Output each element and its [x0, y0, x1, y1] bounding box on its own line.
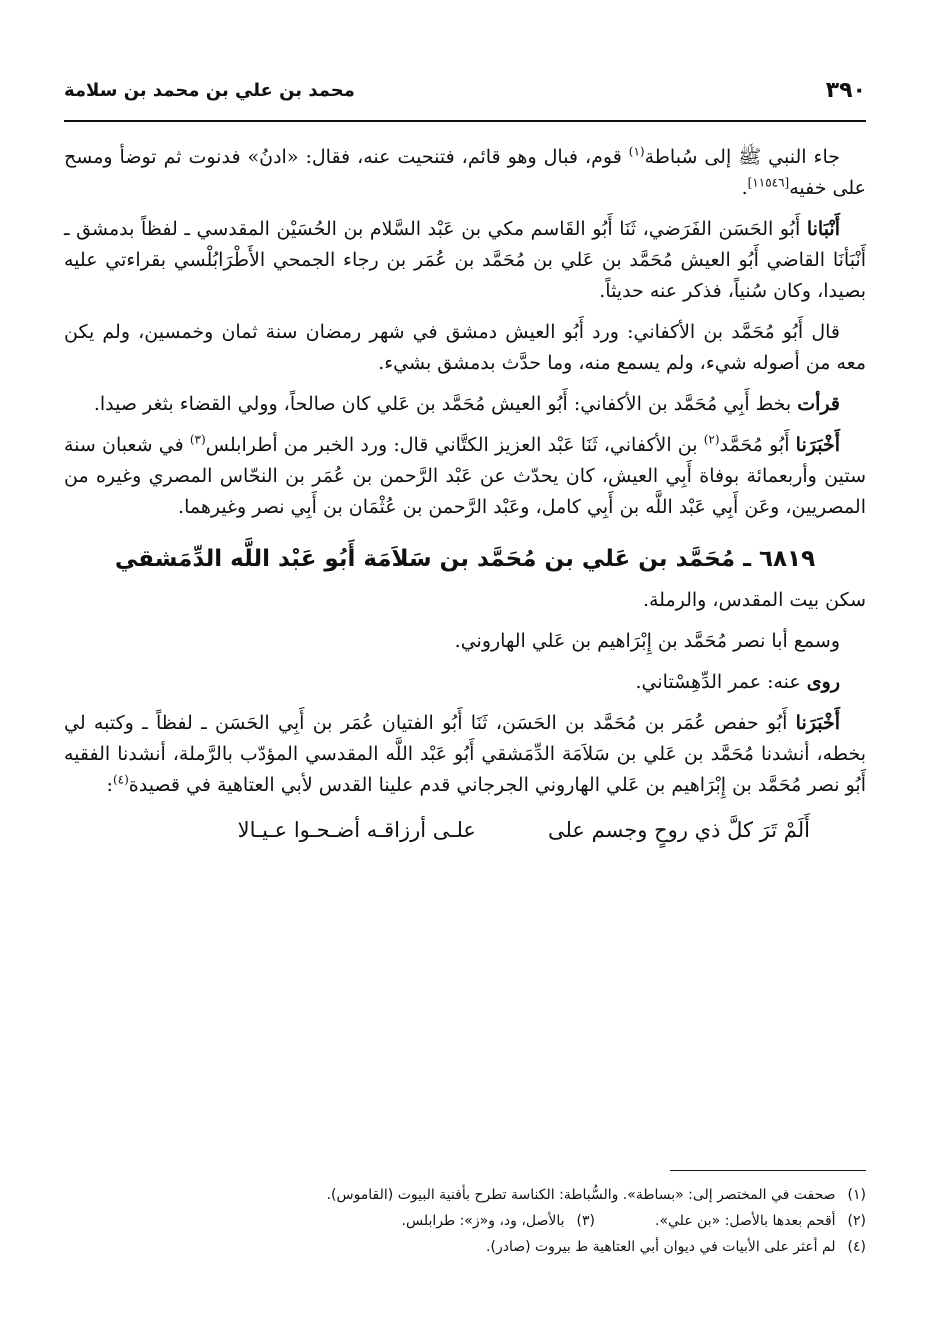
- paragraph-5: [64, 430, 866, 523]
- footnote-text: أقحم بعدها بالأصل: «بن علي».: [655, 1213, 836, 1229]
- footnote-marker: (٣): [189, 432, 206, 447]
- paragraph-3: [64, 317, 866, 379]
- paragraph-1: [64, 142, 866, 204]
- footnote-number: (٢): [847, 1213, 866, 1229]
- paragraph-text: .: [741, 177, 748, 199]
- paragraph-8: [64, 667, 866, 698]
- main-text: [64, 142, 866, 846]
- footnote-text: بالأصل، ود، و«ز»: طرابلس.: [401, 1213, 565, 1229]
- header-rule: [64, 120, 866, 122]
- footnote-number: (٤): [847, 1239, 866, 1255]
- entry-heading: ٦٨١٩ ـ مُحَمَّد بن عَلي بن مُحَمَّد بن سَلاَمَة أَبُو عَبْد اللَّه الدِّمَشقي: [114, 546, 816, 572]
- paragraph-6: [64, 585, 866, 616]
- paragraph-lead: روى: [806, 671, 840, 693]
- poem-first-hemistich: أَلَمْ تَرَ كلَّ ذي روحٍ وجسم على: [547, 818, 810, 842]
- footnote-rule: [670, 1170, 866, 1171]
- footnote-2: [655, 1208, 866, 1234]
- paragraph-text: أَبُو الحَسَن الفَرَضي، ثَنَا أَبُو القَاسم مكي بن عَبْد السَّلام بن الحُسَيْن المقدسي ـ لفظاً بدمشق ـ أَنْبَأنَا القاضي أَبُو العيش مُحَمَّد بن عَلي بن مُحَمَّد بن عُمَر بن رجاء الجمحي الأَطْرَابُلْسي بقراءتي عليه بصيدا، وكان سُنياً، فذكر عنه حديثاً.: [64, 218, 866, 302]
- page-number: ٣٩٠: [825, 78, 866, 103]
- poem-verse: [64, 815, 866, 846]
- paragraph-text: عنه: عمر الدِّهِسْتاني.: [635, 671, 807, 693]
- footnote-row: [64, 1208, 866, 1234]
- paragraph-lead: أَخْبَرَنا: [795, 712, 840, 734]
- paragraph-lead: أَنْبَانا: [806, 218, 840, 240]
- paragraph-text: في شعبان سنة ستين وأربعمائة بوفاة أَبِي العيش، كان يحدّث عن عَبْد الرَّحمن بن عُمَر بن النحّاس المصري وغيره من المصريين، وعَن أَبِي عَبْد اللَّه بن أَبِي كامل، وعَبْد الرَّحمن بن عُثْمَان بن أَبِي نصر وغيرهما.: [64, 434, 866, 518]
- paragraph-lead: قرأت: [797, 393, 840, 415]
- footnote-number: (١): [847, 1187, 866, 1203]
- paragraph-text: :: [106, 774, 113, 796]
- footnote-1: [64, 1182, 866, 1208]
- paragraph-text: جاء النبي ﷺ إلى سُباطة: [644, 146, 840, 168]
- footnote-3: [402, 1208, 595, 1234]
- paragraph-4: [64, 389, 866, 420]
- paragraph-text: قال أَبُو مُحَمَّد بن الأكفاني: ورد أَبُو العيش دمشق في شهر رمضان سنة ثمان وخمسين، ولم يكن معه من أصوله شيء، ولم يسمع منه، وما حدَّث بدمشق بشيء.: [64, 321, 866, 374]
- paragraph-7: [64, 626, 866, 657]
- running-title: محمد بن علي بن محمد بن سلامة: [64, 80, 355, 101]
- paragraph-2: [64, 214, 866, 307]
- paragraph-text: أَبُو مُحَمَّد: [719, 434, 796, 456]
- footnote-text: لم أعثر على الأبيات في ديوان أبي العتاهية ط بيروت (صادر).: [486, 1239, 836, 1255]
- footnote-marker: (٢): [703, 432, 720, 447]
- paragraph-text: سكن بيت المقدس، والرملة.: [642, 589, 866, 611]
- footnote-text: صحفت في المختصر إلى: «بساطة». والسُّباطة: الكناسة تطرح بأفنية البيوت (القاموس).: [326, 1187, 836, 1203]
- footnote-marker: (١): [628, 144, 645, 159]
- paragraph-9: [64, 708, 866, 801]
- poem-second-hemistich: علـى أرزاقـه أضـحـوا عـيـالا: [237, 818, 476, 842]
- footnote-number: (٣): [576, 1213, 595, 1229]
- paragraph-text: قوم، فبال وهو قائم، فتنحيت عنه، فقال: «ادنُ» فدنوت ثم توضأ ومسح على خفيه: [64, 146, 866, 199]
- paragraph-text: وسمع أبا نصر مُحَمَّد بن إِبْرَاهيم بن عَلي الهاروني.: [454, 630, 840, 652]
- paragraph-text: أَبُو حفص عُمَر بن مُحَمَّد بن الحَسَن، ثَنَا أَبُو الفتيان عُمَر بن أَبِي الحَسَن ـ لفظاً ـ وكتبه لي بخطه، أنشدنا مُحَمَّد بن عَلي بن سَلاَمَة الدِّمَشقي أَبُو عَبْد اللَّه المقدسي المؤدّب بالرَّملة، أنشدنا الفقيه أَبُو نصر مُحَمَّد بن إِبْرَاهيم بن عَلي الهاروني الجرجاني قدم علينا القدس لأبي العتاهية في قصيدة: [64, 712, 866, 796]
- paragraph-text: بن الأكفاني، ثَنَا عَبْد العزيز الكتَّاني قال: ورد الخبر من أطرابلس: [205, 434, 704, 456]
- page-header: [64, 78, 866, 114]
- paragraph-text: بخط أَبِي مُحَمَّد بن الأكفاني: أَبُو العيش مُحَمَّد بن عَلي كان صالحاً، وولي القضاء بثغر صيدا.: [93, 393, 798, 415]
- hadith-reference: [١١٥٤٦]: [747, 175, 790, 190]
- footnote-4: [64, 1234, 866, 1260]
- footnotes: [64, 1182, 866, 1260]
- footnote-marker: (٤): [112, 772, 129, 787]
- paragraph-lead: أَخْبَرَنا: [795, 434, 840, 456]
